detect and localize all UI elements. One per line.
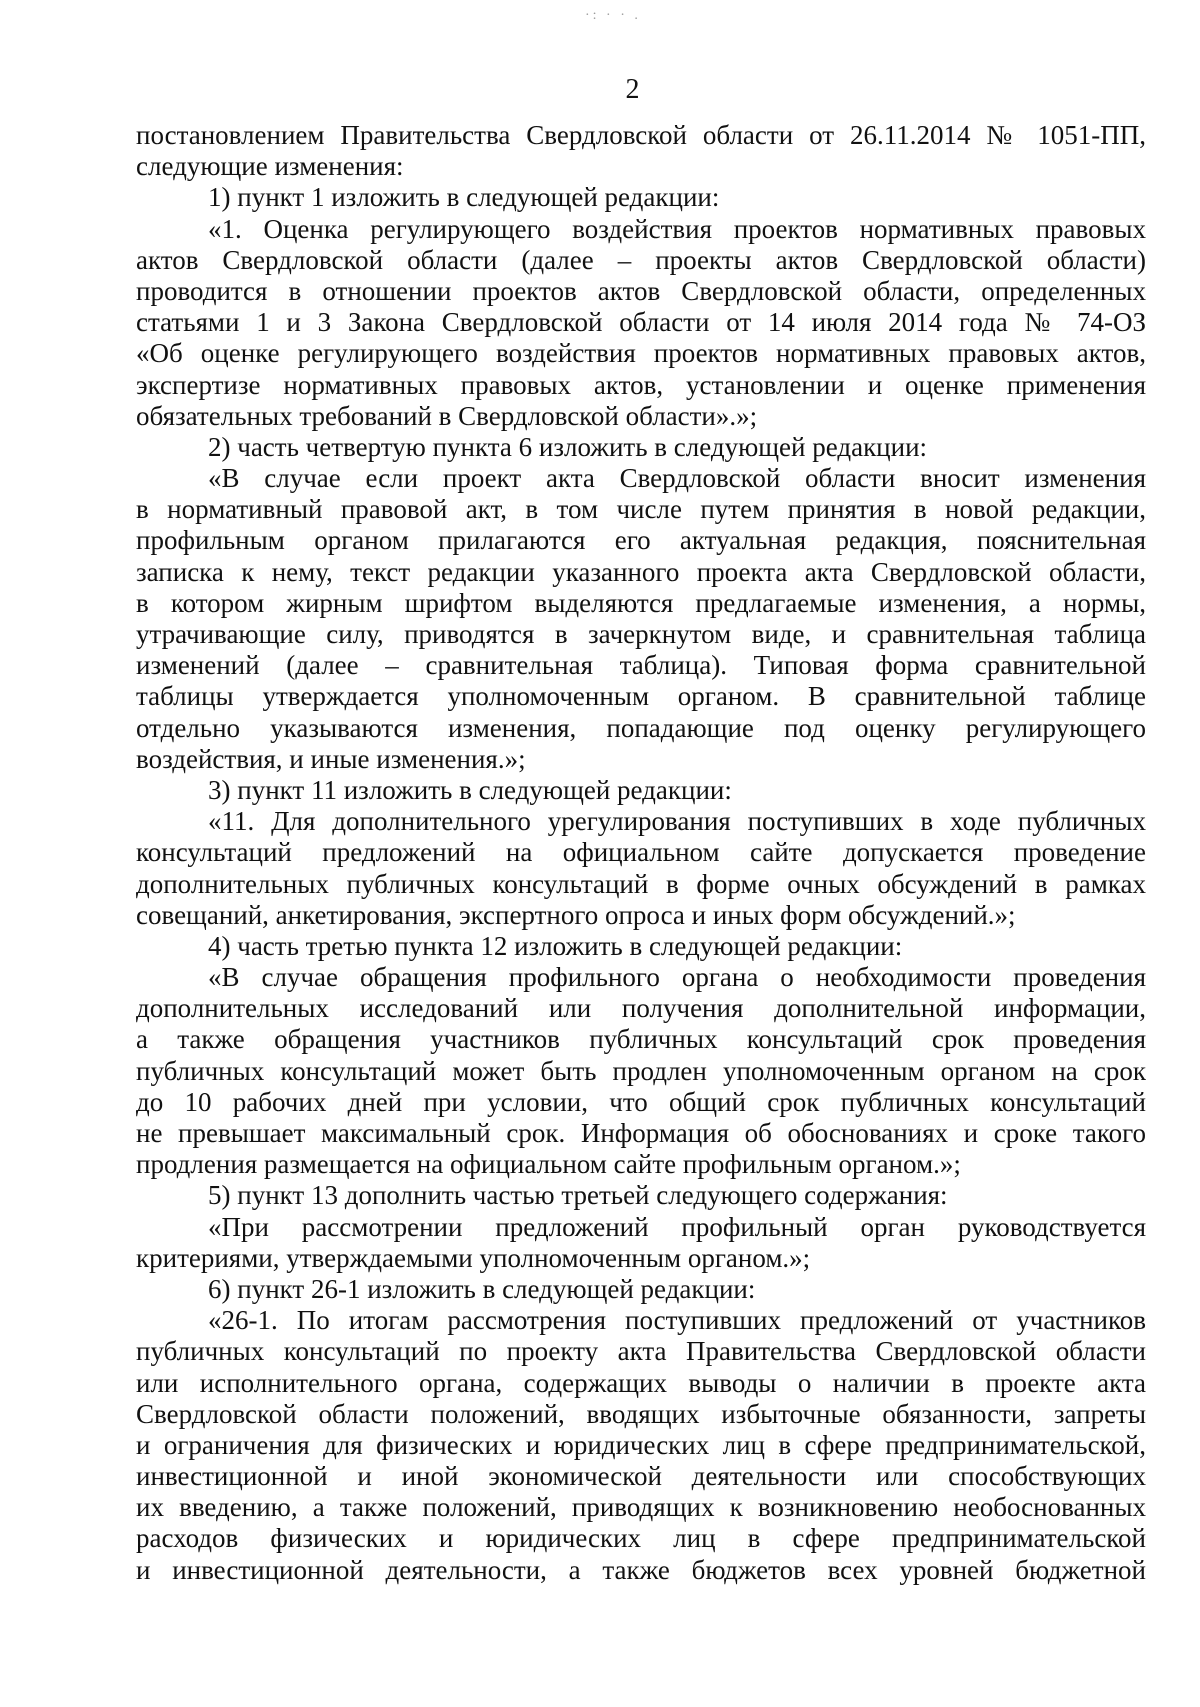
text-line: «В случае если проект акта Свердловской области вносит изменения	[208, 463, 1146, 494]
text-line: «Об оценке регулирующего воздействия проектов нормативных правовых актов,	[136, 338, 1146, 369]
text-line: Свердловской области положений, вводящих избыточные обязанности, запреты	[136, 1398, 1146, 1429]
text-line: публичных консультаций по проекту акта Правительства Свердловской области	[136, 1336, 1146, 1367]
scan-artifact: ·: · · .	[585, 8, 641, 23]
text-line: до 10 рабочих дней при условии, что общий срок публичных консультаций	[136, 1086, 1146, 1117]
text-line: 2) часть четвертую пункта 6 изложить в следующей редакции:	[208, 431, 928, 462]
text-line: а также обращения участников публичных консультаций срок проведения	[136, 1024, 1146, 1055]
text-line: их введению, а также положений, приводящих к возникновению необоснованных	[136, 1492, 1146, 1523]
text-line: дополнительных исследований или получения дополнительной информации,	[136, 993, 1146, 1024]
text-line: 6) пункт 26-1 изложить в следующей редакции:	[208, 1273, 756, 1304]
page-number: 2	[625, 74, 640, 105]
text-line: следующие изменения:	[136, 151, 404, 182]
text-line: публичных консультаций может быть продлен уполномоченным органом на срок	[136, 1055, 1146, 1086]
text-line: 1) пункт 1 изложить в следующей редакции:	[208, 182, 720, 213]
text-line: постановлением Правительства Свердловской области от 26.11.2014 № 1051-ПП,	[136, 120, 1146, 150]
text-line: «1. Оценка регулирующего воздействия проектов нормативных правовых	[208, 213, 1146, 244]
text-line: или исполнительного органа, содержащих выводы о наличии в проекте акта	[136, 1367, 1146, 1398]
text-line: и инвестиционной деятельности, а также бюджетов всех уровней бюджетной	[136, 1554, 1146, 1585]
text-line: проводится в отношении проектов актов Свердловской области, определенных	[136, 275, 1146, 306]
text-line: изменений (далее – сравнительная таблица). Типовая форма сравнительной	[136, 650, 1146, 681]
text-line: совещаний, анкетирования, экспертного опроса и иных форм обсуждений.»;	[136, 899, 1016, 930]
text-line: критериями, утверждаемыми уполномоченным органом.»;	[136, 1242, 811, 1273]
text-line: «При рассмотрении предложений профильный орган руководствуется	[208, 1211, 1146, 1242]
text-line: консультаций предложений на официальном сайте допускается проведение	[136, 837, 1146, 868]
text-line: «26-1. По итогам рассмотрения поступивших предложений от участников	[208, 1305, 1146, 1336]
text-line: и ограничения для физических и юридических лиц в сфере предпринимательской,	[136, 1429, 1146, 1460]
text-line: обязательных требований в Свердловской области».»;	[136, 400, 758, 431]
text-line: в котором жирным шрифтом выделяются предлагаемые изменения, а нормы,	[136, 587, 1146, 618]
text-line: статьями 1 и 3 Закона Свердловской области от 14 июля 2014 года № 74-ОЗ	[136, 307, 1146, 338]
text-line: 5) пункт 13 дополнить частью третьей следующего содержания:	[208, 1180, 948, 1211]
document-body	[136, 120, 1146, 1586]
text-line: актов Свердловской области (далее – проекты актов Свердловской области)	[136, 244, 1146, 275]
text-line: профильным органом прилагаются его актуальная редакция, пояснительная	[136, 525, 1146, 556]
text-line: в нормативный правовой акт, в том числе путем принятия в новой редакции,	[136, 494, 1146, 525]
text-line: расходов физических и юридических лиц в сфере предпринимательской	[136, 1523, 1146, 1554]
text-line: таблицы утверждается уполномоченным органом. В сравнительной таблице	[136, 681, 1146, 712]
text-line: продления размещается на официальном сайте профильным органом.»;	[136, 1149, 961, 1180]
text-line: отдельно указываются изменения, попадающие под оценку регулирующего	[136, 712, 1146, 743]
text-line: 4) часть третью пункта 12 изложить в следующей редакции:	[208, 930, 903, 961]
text-line: 3) пункт 11 изложить в следующей редакции:	[208, 774, 732, 805]
text-line: «В случае обращения профильного органа о необходимости проведения	[208, 962, 1146, 993]
text-line: воздействия, и иные изменения.»;	[136, 743, 526, 774]
text-line: дополнительных публичных консультаций в форме очных обсуждений в рамках	[136, 868, 1146, 899]
text-line: утрачивающие силу, приводятся в зачеркнутом виде, и сравнительная таблица	[136, 619, 1146, 649]
text-line: «11. Для дополнительного урегулирования поступивших в ходе публичных	[208, 806, 1146, 837]
text-line: не превышает максимальный срок. Информация об обоснованиях и сроке такого	[136, 1118, 1146, 1148]
text-line: инвестиционной и иной экономической деятельности или способствующих	[136, 1461, 1146, 1492]
text-line: экспертизе нормативных правовых актов, установлении и оценке применения	[136, 369, 1146, 400]
text-line: записка к нему, текст редакции указанного проекта акта Свердловской области,	[136, 556, 1146, 587]
